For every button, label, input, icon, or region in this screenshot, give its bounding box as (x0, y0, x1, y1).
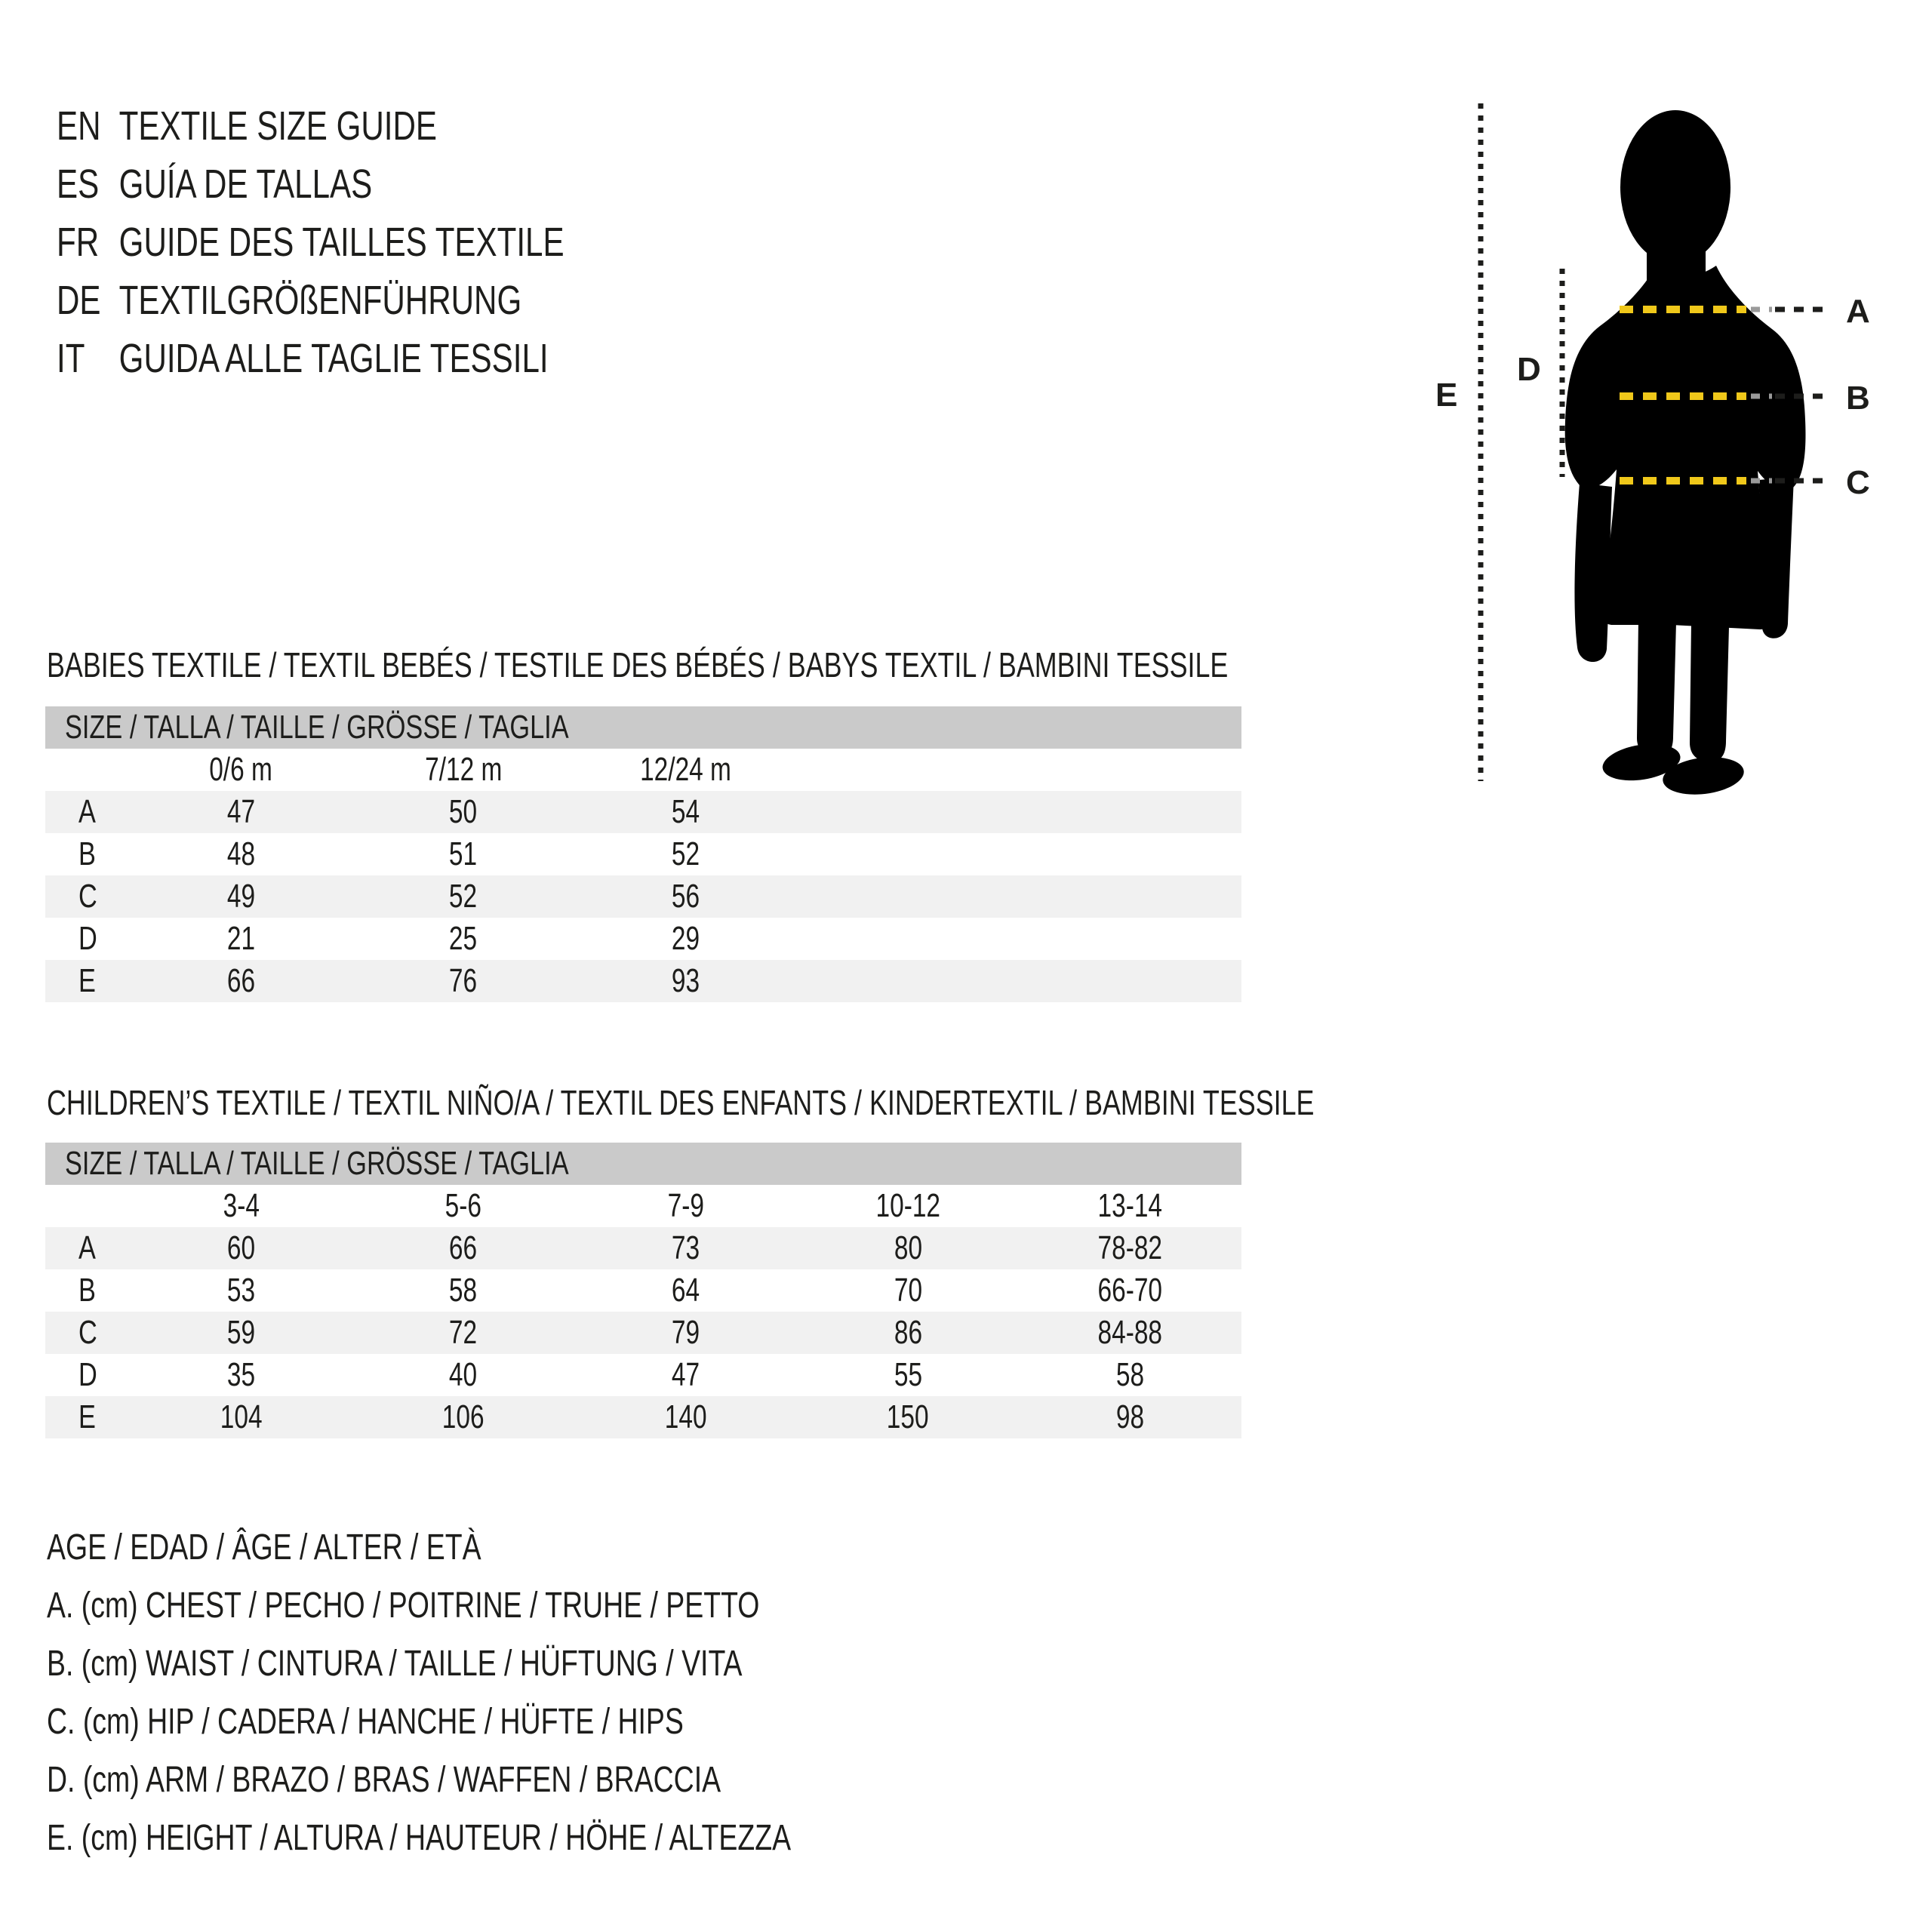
cell-value: 84-88 (1097, 1314, 1163, 1351)
table-cell (130, 1312, 352, 1354)
language-code: FR (57, 220, 100, 265)
row-label (45, 960, 130, 1002)
row-label-text: B (78, 1272, 96, 1309)
row-label-text: A (78, 1229, 96, 1266)
table-cell (1019, 1269, 1241, 1312)
row-label (45, 833, 130, 875)
cell-value: 40 (449, 1356, 478, 1393)
measurement-legend (47, 1518, 1001, 1867)
measure-label-a: A (1846, 293, 1870, 330)
cell-value: 51 (449, 835, 478, 872)
column-header-label: 3-4 (223, 1187, 260, 1224)
cell-value: 47 (671, 1356, 700, 1393)
cell-value: 53 (226, 1272, 255, 1309)
empty-cell (45, 1185, 130, 1227)
table-cell (352, 960, 575, 1002)
language-line-it (57, 330, 565, 388)
table-cell (352, 1354, 575, 1396)
empty-cell (1019, 749, 1241, 791)
row-label-text: D (78, 920, 97, 957)
measure-label-c: C (1846, 464, 1870, 501)
language-line-es (57, 155, 565, 214)
cell-value: 29 (671, 920, 700, 957)
column-header (352, 749, 575, 791)
empty-cell (1019, 791, 1241, 833)
legend-line-hip: C. (cm) HIP / CADERA / HANCHE / HÜFTE / HIPS (47, 1702, 684, 1742)
table-row (45, 960, 1241, 1002)
babies-size-table (45, 706, 1241, 1002)
table-row (45, 1312, 1241, 1354)
measure-label-e: E (1435, 377, 1458, 414)
table-cell (574, 833, 797, 875)
empty-cell (797, 833, 1020, 875)
babies-section-title: BABIES TEXTILE / TEXTIL BEBÉS / TESTILE DES BÉBÉS / BABYS TEXTIL / BAMBINI TESSILE (47, 645, 1229, 685)
table-cell (130, 1354, 352, 1396)
table-cell (797, 1396, 1020, 1438)
cell-value: 86 (894, 1314, 922, 1351)
table-cell (130, 960, 352, 1002)
table-cell (1019, 1396, 1241, 1438)
row-label-text: E (78, 962, 96, 999)
cell-value: 93 (671, 962, 700, 999)
children-section-title: CHILDREN’S TEXTILE / TEXTIL NIÑO/A / TEXTIL DES ENFANTS / KINDERTEXTIL / BAMBINI TESSILE (47, 1083, 1315, 1122)
column-header (130, 749, 352, 791)
cell-value: 50 (449, 793, 478, 830)
cell-value: 72 (449, 1314, 478, 1351)
cell-value: 150 (887, 1398, 929, 1435)
cell-value: 47 (226, 793, 255, 830)
table-row (45, 875, 1241, 918)
column-header-label: 10-12 (875, 1187, 940, 1224)
table-cell (130, 1269, 352, 1312)
row-label (45, 875, 130, 918)
children-size-table (45, 1143, 1241, 1438)
table-header-row (45, 749, 1241, 791)
table-cell (352, 918, 575, 960)
measure-label-d: D (1517, 351, 1541, 388)
table-cell (352, 1312, 575, 1354)
row-label-text: E (78, 1398, 96, 1435)
legend-line-waist: B. (cm) WAIST / CINTURA / TAILLE / HÜFTUNG / VITA (47, 1644, 743, 1684)
cell-value: 56 (671, 878, 700, 915)
row-label-text: C (78, 1314, 97, 1351)
table-cell (574, 960, 797, 1002)
table-header-row (45, 1185, 1241, 1227)
legend-line-chest: A. (cm) CHEST / PECHO / POITRINE / TRUHE / PETTO (47, 1586, 760, 1626)
column-header-label: 12/24 m (640, 751, 731, 788)
row-label-text: A (78, 793, 96, 830)
row-label (45, 1227, 130, 1269)
cell-value: 21 (226, 920, 255, 957)
measurement-figure (1419, 60, 1932, 830)
column-header-label: 0/6 m (209, 751, 273, 788)
table-cell (797, 1269, 1020, 1312)
row-label-text: C (78, 878, 97, 915)
row-label (45, 1354, 130, 1396)
column-header (1019, 1185, 1241, 1227)
cell-value: 73 (671, 1229, 700, 1266)
column-header-label: 5-6 (445, 1187, 482, 1224)
table-row (45, 918, 1241, 960)
size-header-bar (45, 1143, 1241, 1185)
row-label (45, 1269, 130, 1312)
cell-value: 64 (671, 1272, 700, 1309)
empty-cell (1019, 960, 1241, 1002)
language-line-en (57, 97, 565, 155)
guide-title: GUÍA DE TALLAS (118, 162, 373, 207)
cell-value: 106 (441, 1398, 485, 1435)
empty-cell (1019, 918, 1241, 960)
table-row (45, 1269, 1241, 1312)
empty-cell (797, 749, 1020, 791)
table-cell (797, 1312, 1020, 1354)
column-header (797, 1185, 1020, 1227)
language-code: ES (57, 162, 100, 207)
cell-value: 49 (226, 878, 255, 915)
guide-title: TEXTILE SIZE GUIDE (118, 103, 437, 149)
size-header-label: SIZE / TALLA / TAILLE / GRÖSSE / TAGLIA (65, 1145, 569, 1182)
table-row (45, 1227, 1241, 1269)
cell-value: 58 (1116, 1356, 1145, 1393)
column-header (574, 749, 797, 791)
row-label (45, 1312, 130, 1354)
row-label-text: B (78, 835, 96, 872)
row-label (45, 918, 130, 960)
table-cell (130, 1396, 352, 1438)
guide-title: GUIDA ALLE TAGLIE TESSILI (118, 336, 549, 381)
table-cell (574, 1227, 797, 1269)
table-cell (130, 1227, 352, 1269)
table-cell (352, 1396, 575, 1438)
table-cell (352, 1227, 575, 1269)
guide-title: TEXTILGRÖßENFÜHRUNG (118, 278, 522, 323)
cell-value: 104 (220, 1398, 263, 1435)
table-cell (1019, 1354, 1241, 1396)
table-cell (130, 833, 352, 875)
table-row (45, 791, 1241, 833)
empty-cell (45, 749, 130, 791)
column-header (574, 1185, 797, 1227)
table-cell (1019, 1227, 1241, 1269)
row-label (45, 1396, 130, 1438)
table-cell (1019, 1312, 1241, 1354)
row-label (45, 791, 130, 833)
empty-cell (797, 960, 1020, 1002)
table-cell (574, 791, 797, 833)
empty-cell (797, 918, 1020, 960)
language-line-de (57, 272, 565, 330)
table-cell (130, 791, 352, 833)
table-row (45, 833, 1241, 875)
table-cell (574, 1354, 797, 1396)
cell-value: 66 (449, 1229, 478, 1266)
legend-line-age: AGE / EDAD / ÂGE / ALTER / ETÀ (47, 1527, 481, 1567)
size-header-bar (45, 706, 1241, 749)
legend-line-height: E. (cm) HEIGHT / ALTURA / HAUTEUR / HÖHE / ALTEZZA (47, 1818, 792, 1858)
table-row (45, 1396, 1241, 1438)
cell-value: 78-82 (1097, 1229, 1163, 1266)
column-header (130, 1185, 352, 1227)
cell-value: 98 (1116, 1398, 1145, 1435)
cell-value: 66-70 (1097, 1272, 1163, 1309)
guide-title: GUIDE DES TAILLES TEXTILE (118, 220, 565, 265)
table-cell (352, 791, 575, 833)
table-cell (574, 918, 797, 960)
cell-value: 54 (671, 793, 700, 830)
cell-value: 70 (894, 1272, 922, 1309)
table-row (45, 1354, 1241, 1396)
cell-value: 35 (226, 1356, 255, 1393)
language-code: IT (57, 336, 85, 381)
table-cell (574, 1312, 797, 1354)
table-cell (130, 875, 352, 918)
language-code: DE (57, 278, 101, 323)
table-cell (352, 1269, 575, 1312)
cell-value: 58 (449, 1272, 478, 1309)
cell-value: 52 (449, 878, 478, 915)
table-cell (574, 875, 797, 918)
cell-value: 48 (226, 835, 255, 872)
empty-cell (1019, 875, 1241, 918)
child-silhouette (1565, 110, 1806, 798)
empty-cell (797, 791, 1020, 833)
cell-value: 55 (894, 1356, 922, 1393)
cell-value: 80 (894, 1229, 922, 1266)
language-title-list (57, 97, 707, 388)
empty-cell (797, 875, 1020, 918)
cell-value: 52 (671, 835, 700, 872)
cell-value: 59 (226, 1314, 255, 1351)
empty-cell (1019, 833, 1241, 875)
cell-value: 140 (664, 1398, 707, 1435)
column-header-label: 7/12 m (424, 751, 502, 788)
cell-value: 60 (226, 1229, 255, 1266)
table-cell (574, 1396, 797, 1438)
table-cell (797, 1227, 1020, 1269)
child-silhouette-figure (1419, 60, 1932, 830)
table-cell (352, 833, 575, 875)
language-code: EN (57, 103, 101, 149)
table-cell (574, 1269, 797, 1312)
column-header (352, 1185, 575, 1227)
measure-label-b: B (1846, 380, 1870, 417)
language-line-fr (57, 214, 565, 272)
size-header-label: SIZE / TALLA / TAILLE / GRÖSSE / TAGLIA (65, 709, 569, 746)
table-cell (352, 875, 575, 918)
table-cell (130, 918, 352, 960)
legend-line-arm: D. (cm) ARM / BRAZO / BRAS / WAFFEN / BRACCIA (47, 1760, 721, 1800)
column-header-label: 7-9 (667, 1187, 704, 1224)
column-header-label: 13-14 (1097, 1187, 1163, 1224)
cell-value: 79 (671, 1314, 700, 1351)
cell-value: 25 (449, 920, 478, 957)
cell-value: 76 (449, 962, 478, 999)
row-label-text: D (78, 1356, 97, 1393)
table-cell (797, 1354, 1020, 1396)
cell-value: 66 (226, 962, 255, 999)
